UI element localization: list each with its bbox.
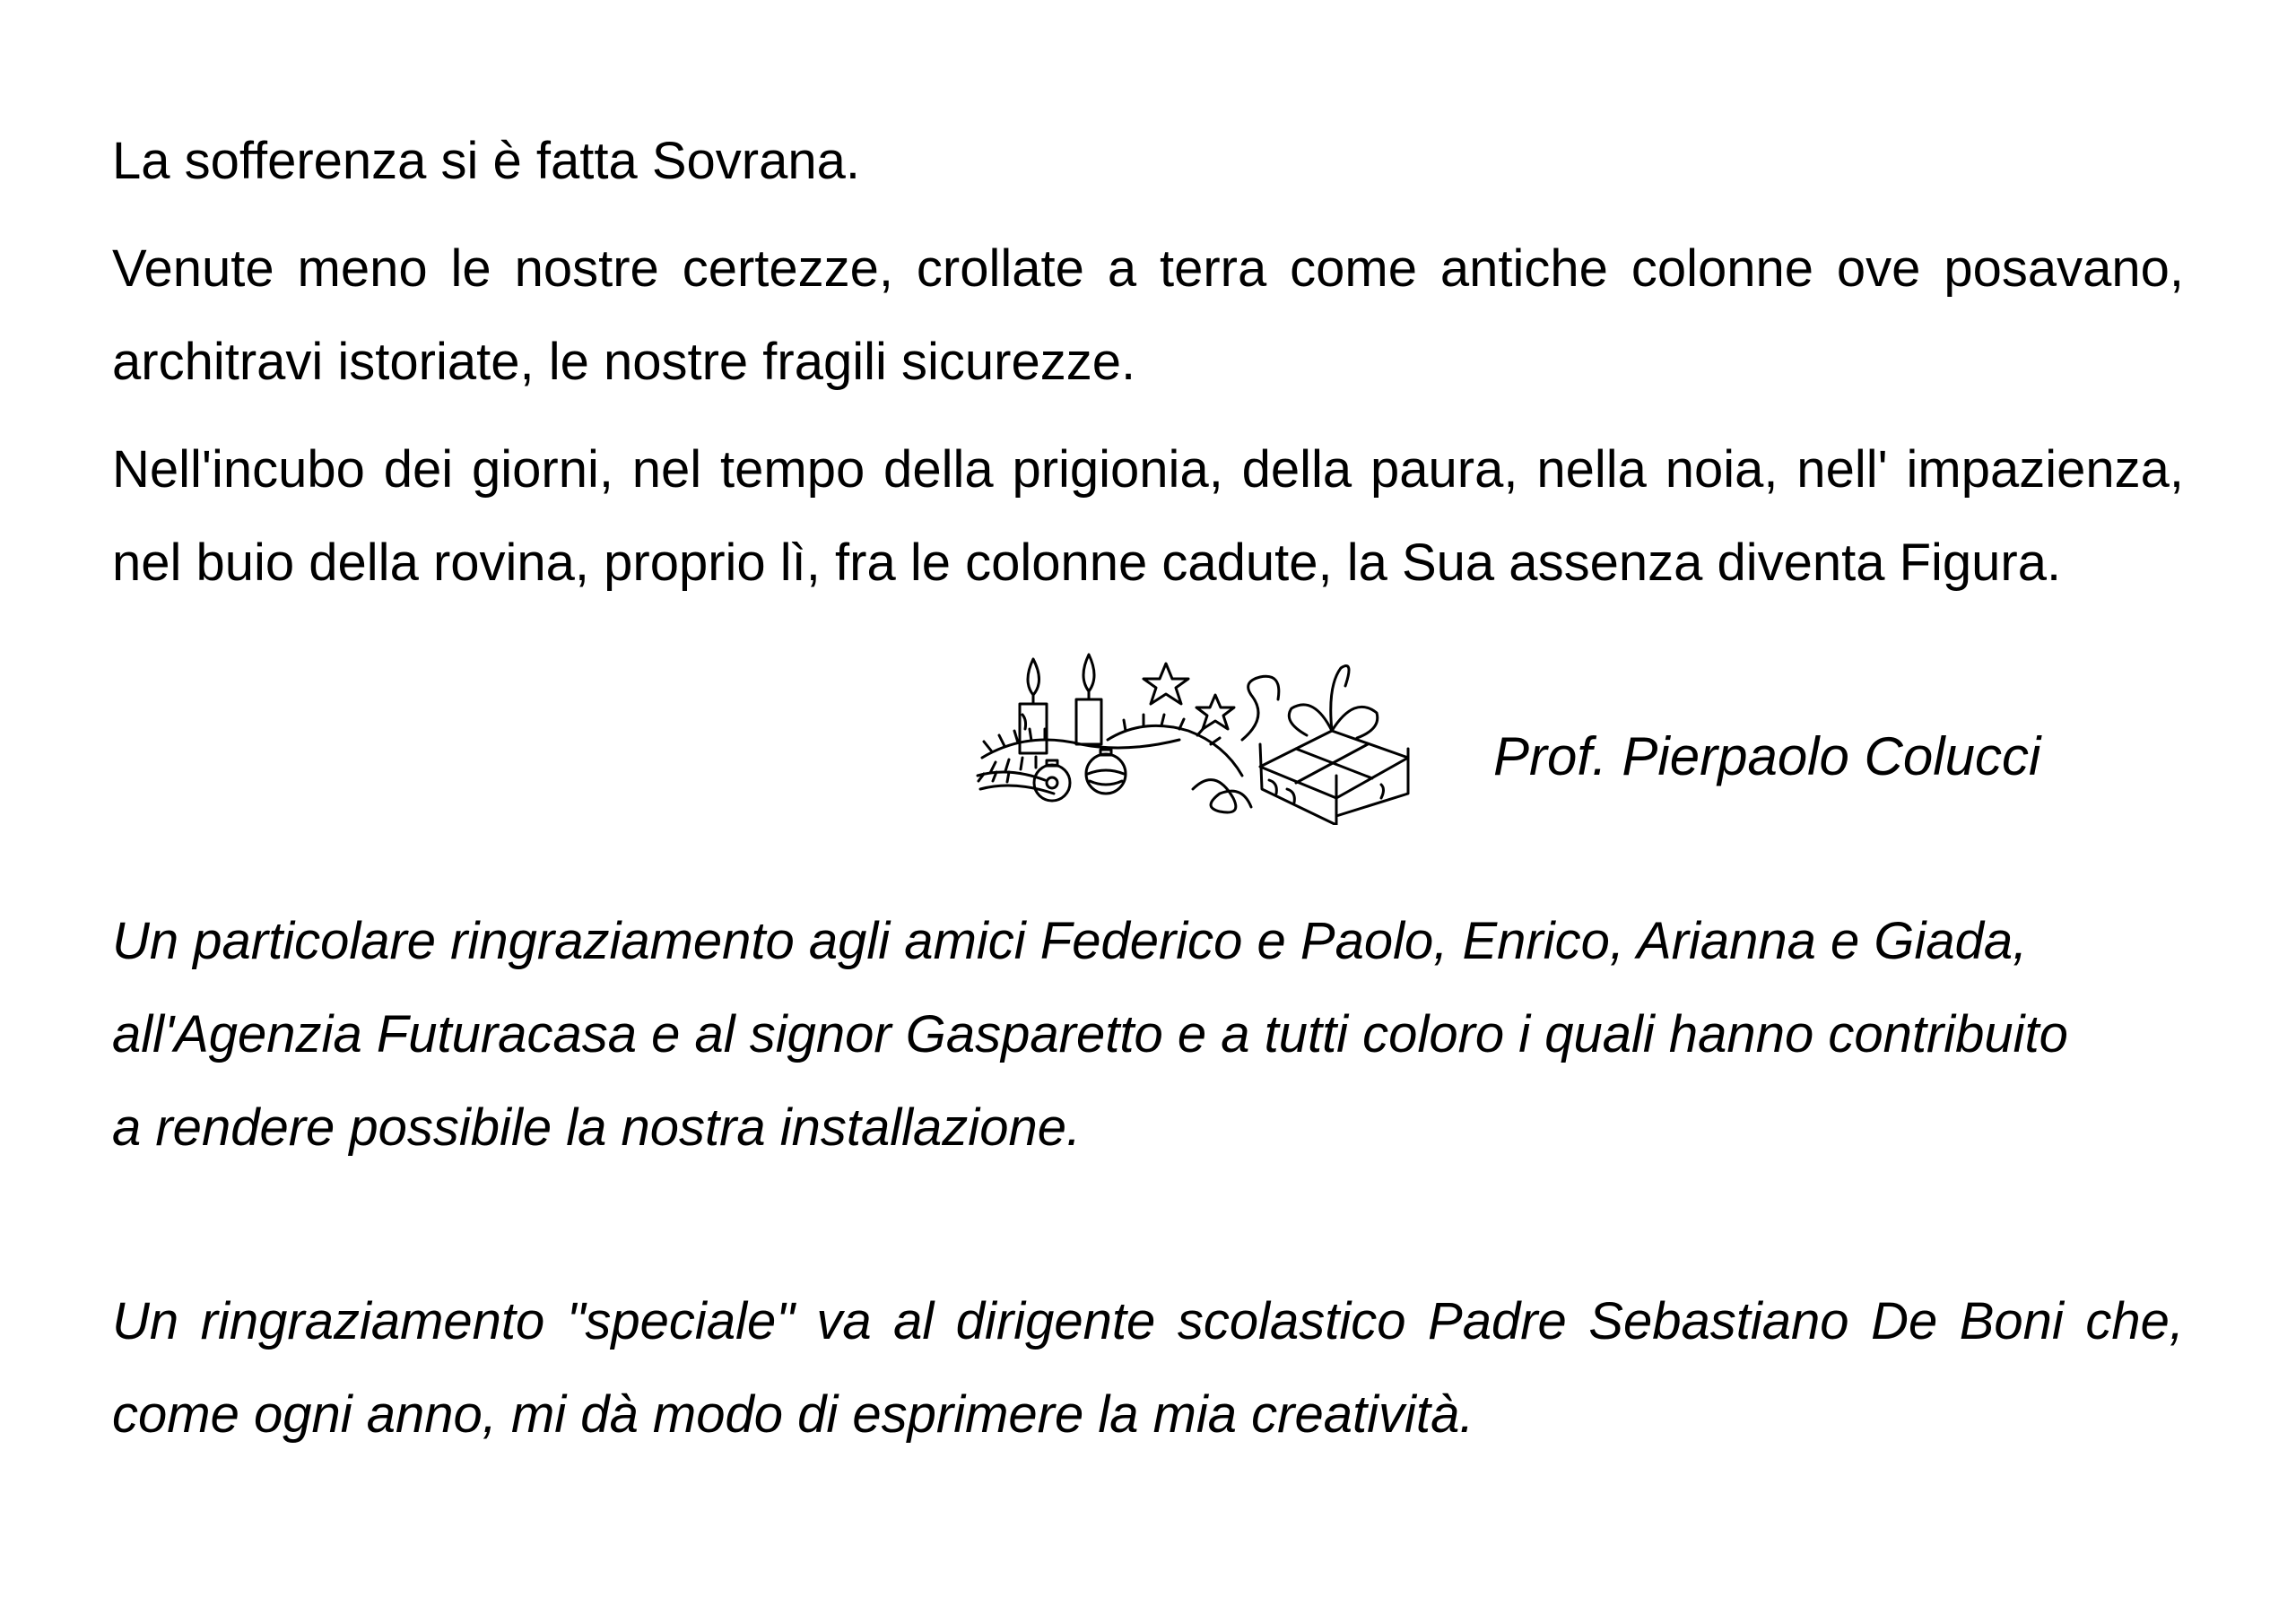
signature: Prof. Pierpaolo Colucci [1493,726,2041,786]
paragraph-certainties: Venute meno le nostre certezze, crollate a terra come antiche colonne ove posavano, architravi istoriate, le nostre fragili sicurezze. [112,239,2184,391]
acknowledgement-principal: Un ringraziamento "speciale" va al dirigente scolastico Padre Sebastiano De Boni che, come ogni anno, mi dà modo di esprimere la mia creatività. [112,1292,2184,1444]
christmas-candles-gift-icon [973,632,1417,825]
acknowledgement-friends [112,895,2184,1175]
acknowledgement-friends-text: Un particolare ringraziamento agli amici Federico e Paolo, Enrico, Arianna e Giada, all'Agenzia Futuracasa e al signor Gasparetto e a tutti coloro i quali hanno contribuito a rendere possibile la nostra installazione. [112,912,2068,1157]
paragraph-opening: La sofferenza si è fatta Sovrana. [112,132,861,190]
paragraph-nightmare: Nell'incubo dei giorni, nel tempo della prigionia, della paura, nella noia, nell' impazienza, nel buio della rovina, proprio lì, fra le colonne cadute, la Sua assenza diventa Figura. [112,440,2184,592]
